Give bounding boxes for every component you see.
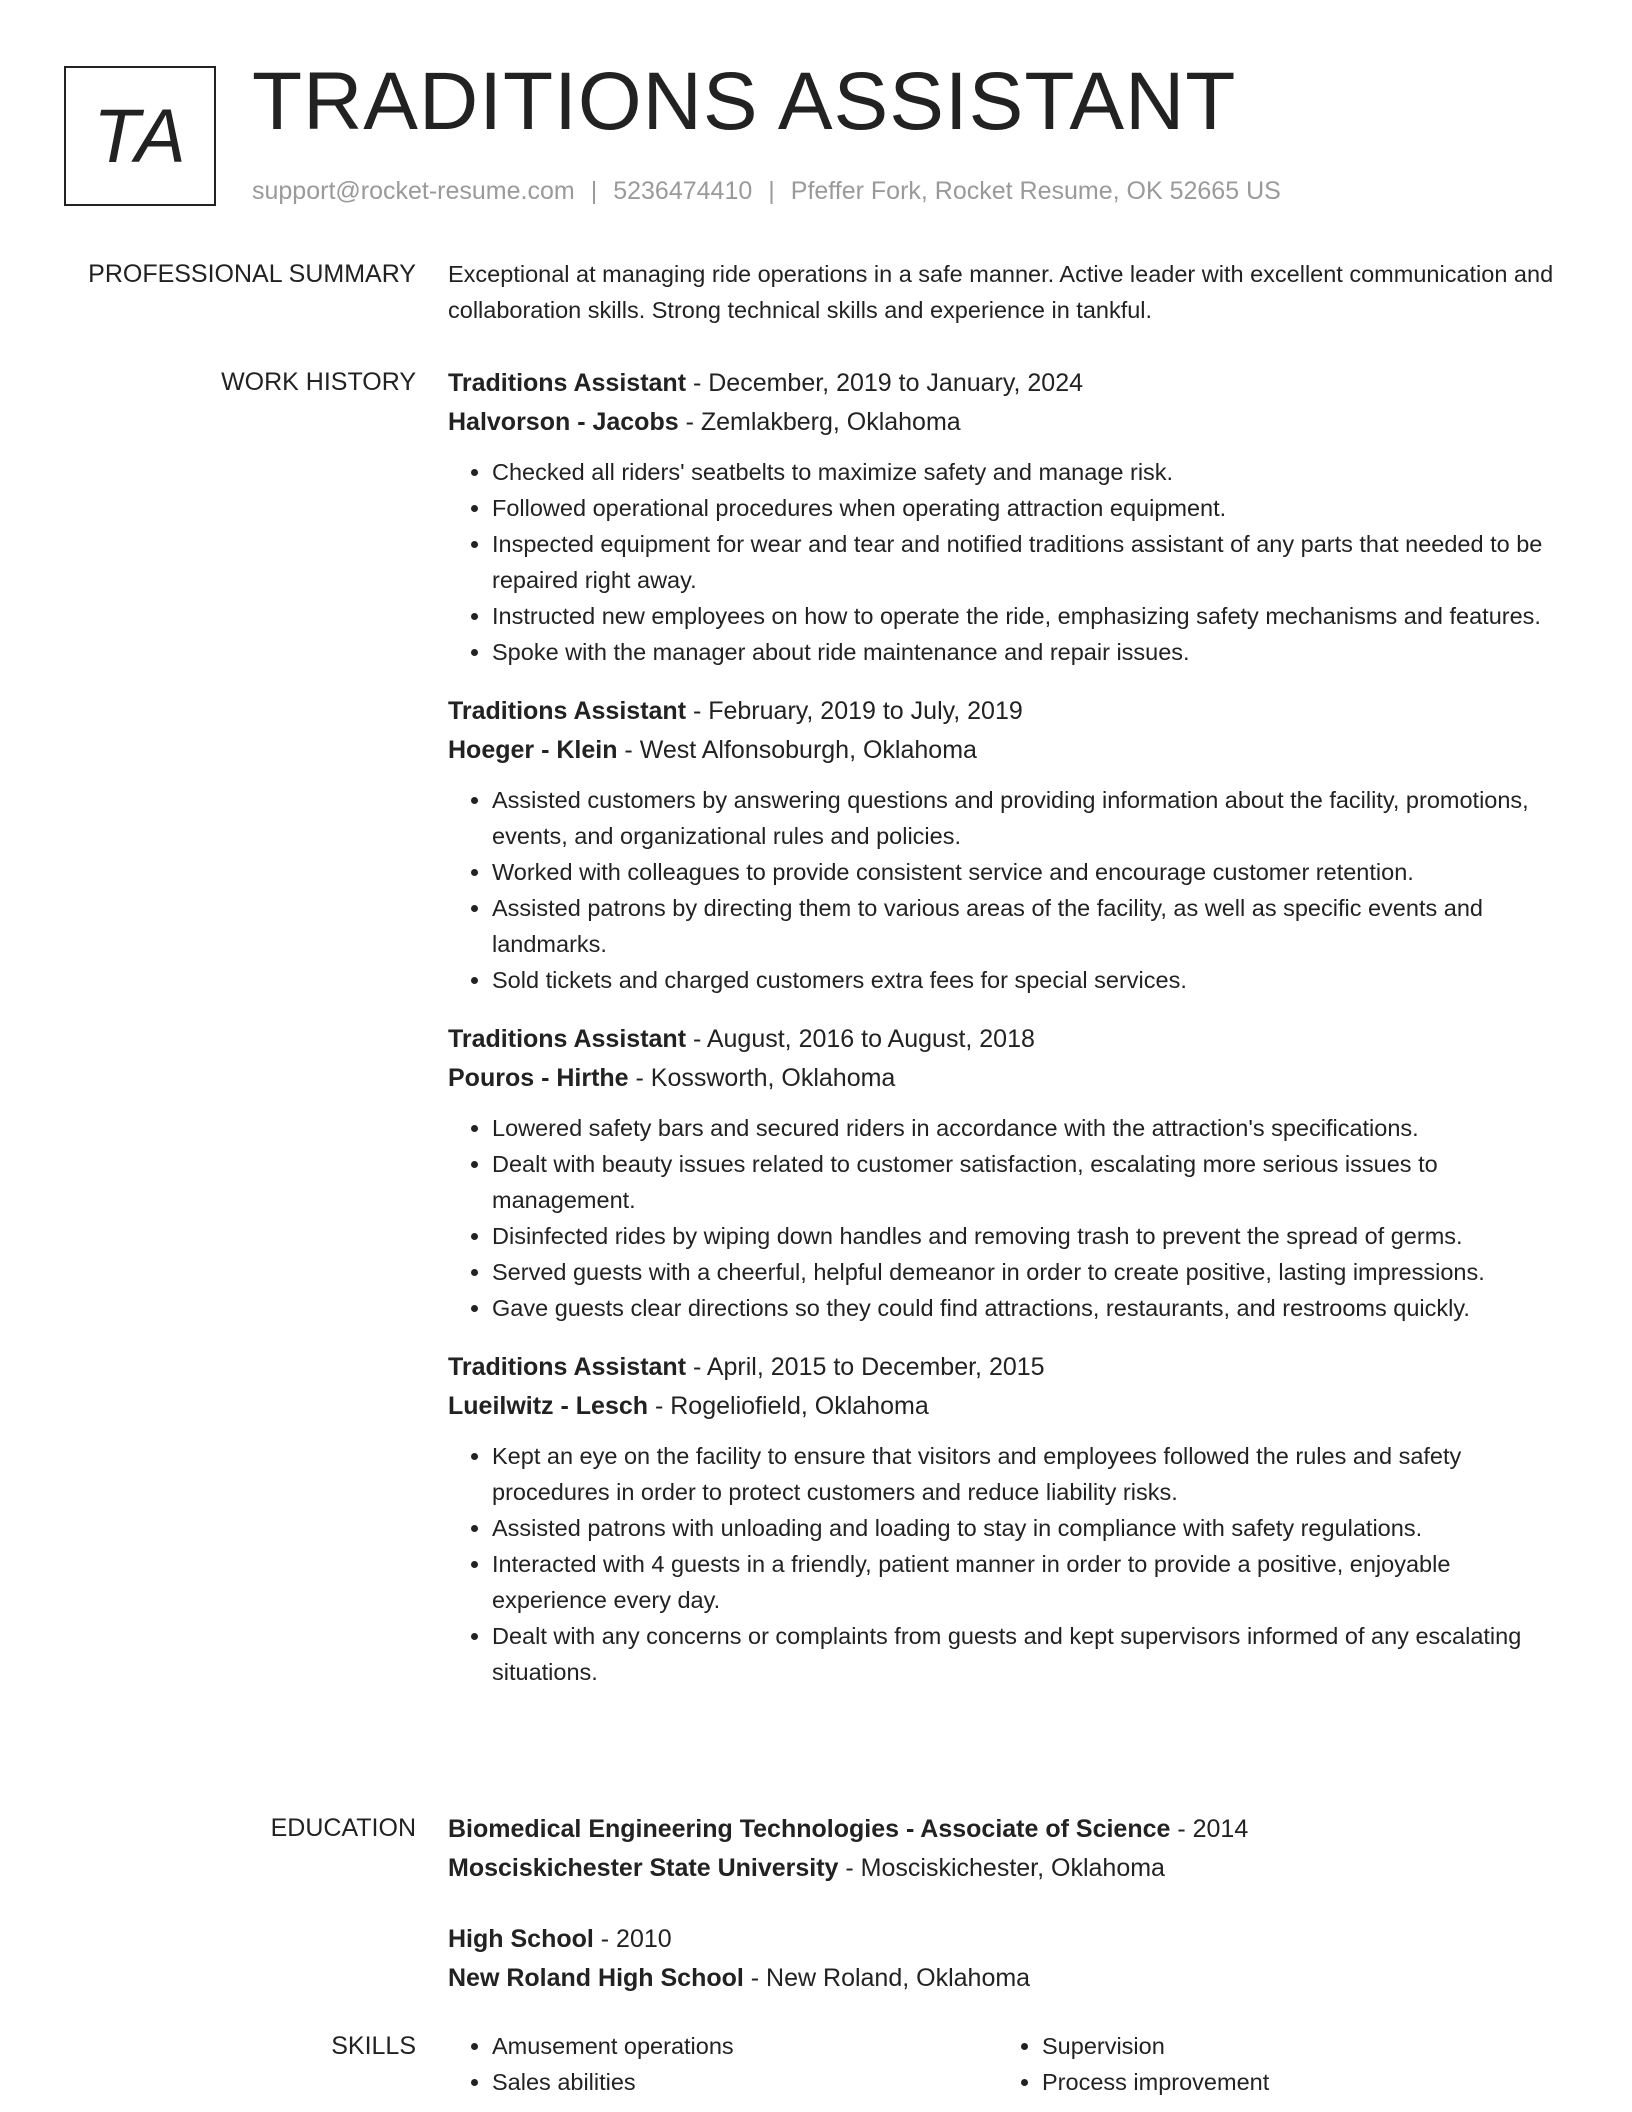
job-bullet: • Assisted patrons with unloading and loading to stay in compliance with safety regulations.	[492, 1510, 1558, 1546]
summary-text: Exceptional at managing ride operations in a safe manner. Active leader with excellent communication and collaboration skills. Strong technical skills and experience in tankful.	[448, 261, 1554, 323]
job-bullet: • Inspected equipment for wear and tear and notified traditions assistant of any parts that needed to be repaired right away.	[492, 526, 1558, 598]
job-bullet: • Assisted customers by answering questions and providing information about the facility, promotions, events, and organizational rules and policies.	[492, 782, 1558, 854]
skills-list	[448, 2028, 998, 2100]
job-title: Traditions Assistant	[448, 1353, 687, 1381]
skills-label: SKILLS	[331, 2032, 416, 2060]
contact-email[interactable]: support@rocket-resume.com	[252, 177, 575, 205]
job-entry	[448, 1348, 1558, 1690]
education-location: - New Roland, Oklahoma	[743, 1964, 1031, 1992]
job-bullet: • Checked all riders' seatbelts to maximize safety and manage risk.	[492, 454, 1558, 490]
job-location: - Rogeliofield, Oklahoma	[648, 1392, 929, 1420]
education-school: Mosciskichester State University	[448, 1854, 839, 1882]
job-bullet: • Dealt with any concerns or complaints from guests and kept supervisors informed of any escalating situations.	[492, 1618, 1558, 1690]
education-school: New Roland High School	[448, 1964, 744, 1992]
contact-separator: |	[590, 177, 598, 205]
job-entry	[448, 692, 1558, 998]
job-entry	[448, 364, 1558, 670]
job-bullet: • Spoke with the manager about ride maintenance and repair issues.	[492, 634, 1558, 670]
education-location: - Mosciskichester, Oklahoma	[838, 1854, 1165, 1882]
skill-item: • Process improvement	[1042, 2064, 1548, 2100]
job-company: Hoeger - Klein	[448, 736, 618, 764]
education-entry	[448, 1920, 1558, 1998]
job-dates: - December, 2019 to January, 2024	[686, 369, 1084, 397]
job-dates: - August, 2016 to August, 2018	[686, 1025, 1035, 1053]
job-bullets	[448, 1438, 1558, 1690]
contact-line	[252, 174, 1281, 208]
contact-separator: |	[768, 177, 775, 205]
job-title: Traditions Assistant	[448, 697, 687, 725]
education-entry	[448, 1810, 1558, 1888]
job-bullet: • Lowered safety bars and secured riders in accordance with the attraction's specifications.	[492, 1110, 1558, 1146]
education-year: - 2014	[1170, 1815, 1249, 1843]
education-year: - 2010	[593, 1925, 672, 1953]
contact-address: Pfeffer Fork, Rocket Resume, OK 52665 US	[790, 177, 1281, 205]
summary-label: PROFESSIONAL SUMMARY	[88, 260, 416, 288]
job-company: Lueilwitz - Lesch	[448, 1392, 649, 1420]
skills-list	[998, 2028, 1548, 2100]
contact-phone[interactable]: 5236474410	[613, 177, 753, 205]
job-bullets	[448, 782, 1558, 998]
job-company: Pouros - Hirthe	[448, 1064, 629, 1092]
monogram-logo: TA	[64, 66, 216, 206]
work-history-label: WORK HISTORY	[221, 368, 416, 396]
skill-item: • Amusement operations	[492, 2028, 998, 2064]
job-location: - Zemlakberg, Oklahoma	[678, 408, 961, 436]
job-entry	[448, 1020, 1558, 1326]
job-bullet: • Sold tickets and charged customers extra fees for special services.	[492, 962, 1558, 998]
job-location: - Kossworth, Oklahoma	[628, 1064, 896, 1092]
skill-item: • Supervision	[1042, 2028, 1548, 2064]
job-title: Traditions Assistant	[448, 369, 687, 397]
education-degree: Biomedical Engineering Technologies - Associate of Science	[448, 1815, 1171, 1843]
job-bullet: • Disinfected rides by wiping down handles and removing trash to prevent the spread of germs.	[492, 1218, 1558, 1254]
job-bullet: • Gave guests clear directions so they could find attractions, restaurants, and restrooms quickly.	[492, 1290, 1558, 1326]
education-label: EDUCATION	[270, 1814, 416, 1842]
job-bullet: • Followed operational procedures when operating attraction equipment.	[492, 490, 1558, 526]
education-degree: High School	[448, 1925, 594, 1953]
job-dates: - April, 2015 to December, 2015	[686, 1353, 1045, 1381]
job-bullet: • Instructed new employees on how to operate the ride, emphasizing safety mechanisms and features.	[492, 598, 1558, 634]
job-dates: - February, 2019 to July, 2019	[686, 697, 1023, 725]
job-bullet: • Dealt with beauty issues related to customer satisfaction, escalating more serious issues to management.	[492, 1146, 1558, 1218]
skill-item: • Sales abilities	[492, 2064, 998, 2100]
job-bullet: • Worked with colleagues to provide consistent service and encourage customer retention.	[492, 854, 1558, 890]
resume-name: TRADITIONS ASSISTANT	[252, 56, 1237, 147]
job-location: - West Alfonsoburgh, Oklahoma	[617, 736, 977, 764]
job-company: Halvorson - Jacobs	[448, 408, 679, 436]
job-bullet: • Assisted patrons by directing them to various areas of the facility, as well as specific events and landmarks.	[492, 890, 1558, 962]
job-bullet: • Interacted with 4 guests in a friendly, patient manner in order to provide a positive, enjoyable experience every day.	[492, 1546, 1558, 1618]
job-bullets	[448, 1110, 1558, 1326]
job-bullet: • Served guests with a cheerful, helpful demeanor in order to create positive, lasting impressions.	[492, 1254, 1558, 1290]
job-bullet: • Kept an eye on the facility to ensure that visitors and employees followed the rules and safety procedures in order to protect customers and reduce liability risks.	[492, 1438, 1558, 1510]
job-title: Traditions Assistant	[448, 1025, 687, 1053]
job-bullets	[448, 454, 1558, 670]
